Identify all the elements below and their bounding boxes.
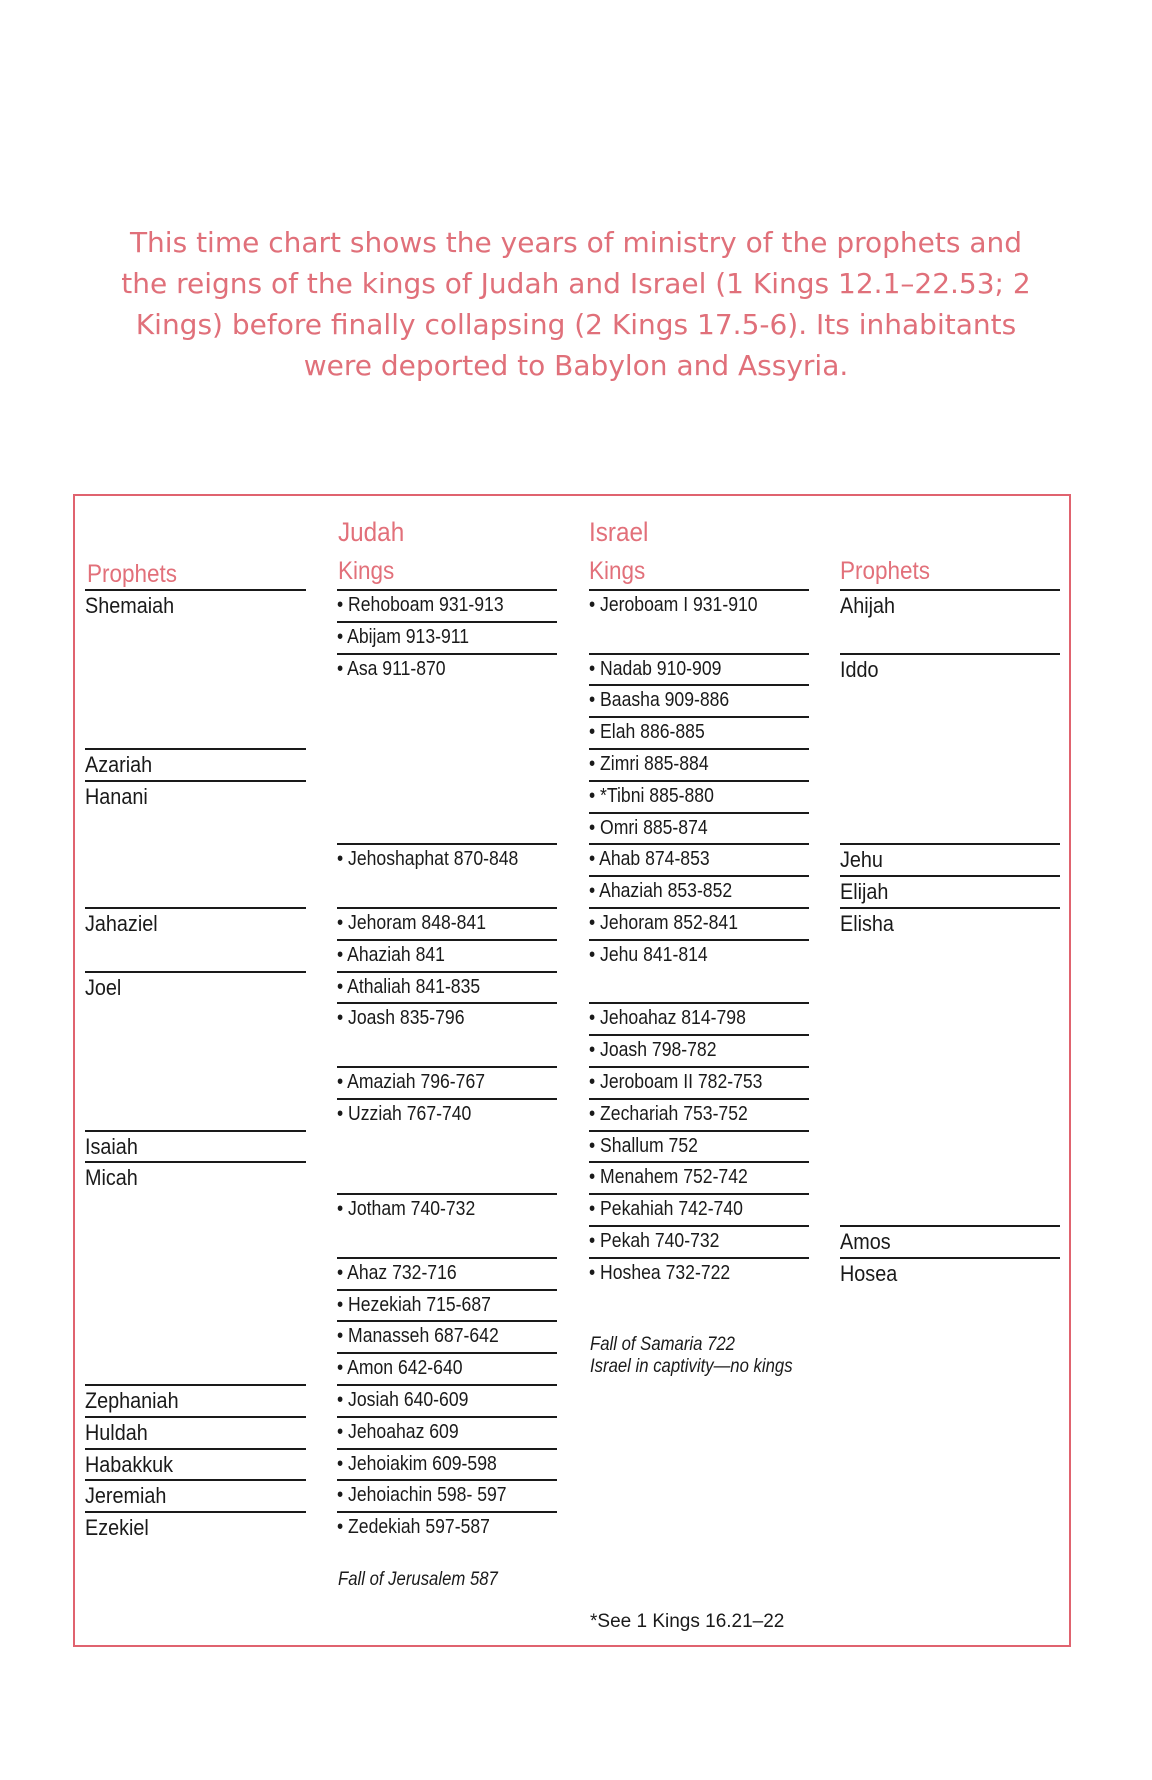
israel-king-cell-text: • Pekah 740-732 — [589, 1230, 720, 1252]
judah-king-cell — [337, 1511, 557, 1543]
judah-king-cell — [337, 1448, 557, 1480]
judah-king-cell — [337, 621, 557, 653]
judah-king-cell-text: • Amaziah 796-767 — [337, 1071, 486, 1093]
judah-king-cell-text: • Jotham 740-732 — [337, 1198, 476, 1221]
israel-king-cell — [589, 1066, 809, 1098]
footnote: *See 1 Kings 16.21–22 — [590, 1611, 785, 1632]
judah-king-cell-text: • Jehoahaz 609 — [337, 1420, 459, 1443]
israel-heading: Israel — [589, 517, 649, 547]
israel-king-cell-text: • Shallum 752 — [589, 1134, 698, 1157]
prophet-left-cell — [85, 971, 306, 1003]
israel-king-cell — [589, 1034, 809, 1066]
judah-king-cell-text: • Ahaz 732-716 — [337, 1261, 457, 1284]
israel-king-cell — [589, 748, 809, 780]
prophet-right-cell — [840, 1225, 1060, 1257]
prophet-right-cell — [840, 653, 1060, 685]
judah-king-cell — [337, 1193, 557, 1225]
judah-king-cell — [337, 971, 557, 1003]
israel-king-cell-text: • Jehoahaz 814-798 — [589, 1007, 746, 1030]
israel-king-cell — [589, 939, 809, 971]
israel-captivity-note — [590, 1356, 820, 1378]
judah-king-cell-text: • Zedekiah 597-587 — [337, 1516, 490, 1539]
israel-king-cell — [589, 843, 809, 875]
prophet-right-cell-text: Hosea — [840, 1260, 898, 1286]
judah-king-cell-text: • Uzziah 767-740 — [337, 1102, 472, 1125]
intro-text: This time chart shows the years of ministry of the prophets and the reigns of the kings of Judah and Israel (1 Kings 12.1–22.53; 2 Kings) before finally collapsing (2 Kings 17.5-6). Its inhabitants were deported to Babylon and Assyria. — [121, 226, 1031, 382]
israel-king-cell — [589, 684, 809, 716]
prophet-left-cell-text: Jahaziel — [85, 911, 158, 936]
judah-king-cell — [337, 939, 557, 971]
judah-king-cell — [337, 1320, 557, 1352]
israel-king-cell-text: • Jehu 841-814 — [589, 943, 708, 966]
judah-king-cell-text: • Ahaziah 841 — [337, 943, 445, 966]
judah-king-cell-text: • Jehoiachin 598- 597 — [337, 1484, 507, 1507]
prophet-right-cell — [840, 1257, 1060, 1289]
prophet-left-cell-text: Azariah — [85, 752, 153, 777]
prophet-left-cell-text: Shemaiah — [85, 593, 175, 618]
judah-king-cell-text: • Amon 642-640 — [337, 1357, 463, 1380]
prophet-right-cell — [840, 843, 1060, 875]
judah-kings-heading: Kings — [338, 557, 395, 585]
israel-king-cell-text: • Omri 885-874 — [589, 816, 708, 839]
prophet-left-cell — [85, 1130, 306, 1162]
judah-king-cell-text: • Jehoiakim 609-598 — [337, 1452, 497, 1475]
judah-king-cell-text: • Hezekiah 715-687 — [337, 1293, 491, 1316]
judah-king-cell — [337, 1479, 557, 1511]
judah-king-cell — [337, 843, 557, 875]
prophet-left-cell-text: Hanani — [85, 783, 148, 809]
israel-king-cell — [589, 1098, 809, 1130]
israel-king-cell — [589, 1193, 809, 1225]
prophet-left-cell-text: Huldah — [85, 1419, 148, 1445]
judah-king-cell — [337, 907, 557, 939]
judah-king-cell — [337, 653, 557, 685]
israel-king-cell-text: • Ahab 874-853 — [589, 848, 710, 871]
prophet-right-cell-text: Iddo — [840, 656, 879, 682]
israel-king-cell-text: • Jeroboam I 931-910 — [589, 594, 758, 616]
prophet-left-cell — [85, 1448, 306, 1480]
fall-of-jerusalem-note — [338, 1569, 520, 1591]
israel-king-cell — [589, 780, 809, 812]
prophet-left-cell-text: Habakkuk — [85, 1451, 174, 1477]
judah-king-cell-text: • Jehoshaphat 870-848 — [337, 848, 519, 871]
judah-king-cell-text: • Jehoram 848-841 — [337, 912, 487, 934]
israel-king-cell — [589, 653, 809, 685]
judah-king-cell-text: • Josiah 640-609 — [337, 1389, 469, 1411]
prophet-left-cell — [85, 780, 306, 812]
judah-king-cell-text: • Joash 835-796 — [337, 1007, 465, 1030]
prophet-right-cell-text: Jehu — [840, 847, 883, 873]
prophet-left-cell-text: Isaiah — [85, 1133, 138, 1159]
israel-king-cell — [589, 589, 809, 621]
prophet-left-cell-text: Micah — [85, 1165, 138, 1191]
fall-of-jerusalem-text: Fall of Jerusalem 587 — [338, 1569, 498, 1590]
judah-king-cell-text: • Athaliah 841-835 — [337, 975, 481, 998]
prophet-right-cell-text: Amos — [840, 1229, 891, 1254]
prophet-left-cell — [85, 907, 306, 939]
israel-king-cell-text: • Nadab 910-909 — [589, 657, 722, 680]
israel-kings-heading: Kings — [589, 557, 646, 585]
israel-king-cell — [589, 875, 809, 907]
israel-king-cell — [589, 1257, 809, 1289]
prophets-right-heading: Prophets — [840, 557, 931, 585]
judah-king-cell — [337, 1289, 557, 1321]
judah-king-cell — [337, 1416, 557, 1448]
judah-heading: Judah — [338, 517, 405, 547]
prophet-left-cell — [85, 1416, 306, 1448]
prophet-left-cell-text: Joel — [85, 974, 122, 1000]
prophet-right-cell-text: Elisha — [840, 911, 894, 936]
fall-of-samaria-text: Fall of Samaria 722 — [590, 1334, 735, 1355]
judah-king-cell-text: • Abijam 913-911 — [337, 625, 470, 648]
israel-king-cell-text: • Pekahiah 742-740 — [589, 1198, 743, 1221]
prophet-right-cell-text: Ahijah — [840, 593, 896, 618]
israel-king-cell-text: • *Tibni 885-880 — [589, 784, 714, 807]
prophet-left-cell — [85, 748, 306, 780]
prophet-left-cell — [85, 1479, 306, 1511]
israel-king-cell-text: • Hoshea 732-722 — [589, 1261, 731, 1284]
israel-king-cell-text: • Jeroboam II 782-753 — [589, 1071, 763, 1093]
israel-captivity-text: Israel in captivity—no kings — [590, 1356, 793, 1377]
fall-of-samaria-note — [590, 1334, 755, 1356]
israel-king-cell-text: • Ahaziah 853-852 — [589, 880, 733, 903]
judah-king-cell — [337, 1257, 557, 1289]
israel-king-cell — [589, 716, 809, 748]
israel-king-cell-text: • Menahem 752-742 — [589, 1166, 748, 1189]
judah-king-cell — [337, 589, 557, 621]
prophet-left-cell-text: Zephaniah — [85, 1388, 179, 1413]
judah-king-cell-text: • Asa 911-870 — [337, 657, 446, 680]
israel-king-cell-text: • Jehoram 852-841 — [589, 912, 739, 934]
israel-king-cell — [589, 1225, 809, 1257]
israel-king-cell — [589, 1130, 809, 1162]
prophet-right-cell — [840, 875, 1060, 907]
israel-king-cell-text: • Zechariah 753-752 — [589, 1102, 748, 1125]
judah-king-cell-text: • Manasseh 687-642 — [337, 1325, 499, 1348]
israel-king-cell — [589, 812, 809, 844]
israel-king-cell — [589, 1161, 809, 1193]
judah-king-cell — [337, 1002, 557, 1034]
israel-king-cell-text: • Zimri 885-884 — [589, 753, 709, 775]
prophet-left-cell-text: Ezekiel — [85, 1515, 149, 1541]
prophet-left-cell — [85, 1511, 306, 1543]
prophet-left-cell — [85, 1384, 306, 1416]
israel-king-cell-text: • Baasha 909-886 — [589, 689, 730, 712]
prophet-right-cell — [840, 589, 1060, 621]
prophet-left-cell — [85, 589, 306, 621]
israel-king-cell — [589, 907, 809, 939]
judah-king-cell — [337, 1352, 557, 1384]
prophet-right-cell-text: Elijah — [840, 879, 889, 905]
israel-king-cell-text: • Joash 798-782 — [589, 1039, 717, 1062]
prophet-left-cell-text: Jeremiah — [85, 1483, 167, 1509]
prophet-left-cell — [85, 1161, 306, 1193]
judah-king-cell — [337, 1384, 557, 1416]
judah-king-cell — [337, 1066, 557, 1098]
prophets-left-heading: Prophets — [87, 560, 178, 588]
prophet-right-cell — [840, 907, 1060, 939]
israel-king-cell — [589, 1002, 809, 1034]
israel-king-cell-text: • Elah 886-885 — [589, 721, 705, 744]
judah-king-cell-text: • Rehoboam 931-913 — [337, 594, 504, 616]
judah-king-cell — [337, 1098, 557, 1130]
